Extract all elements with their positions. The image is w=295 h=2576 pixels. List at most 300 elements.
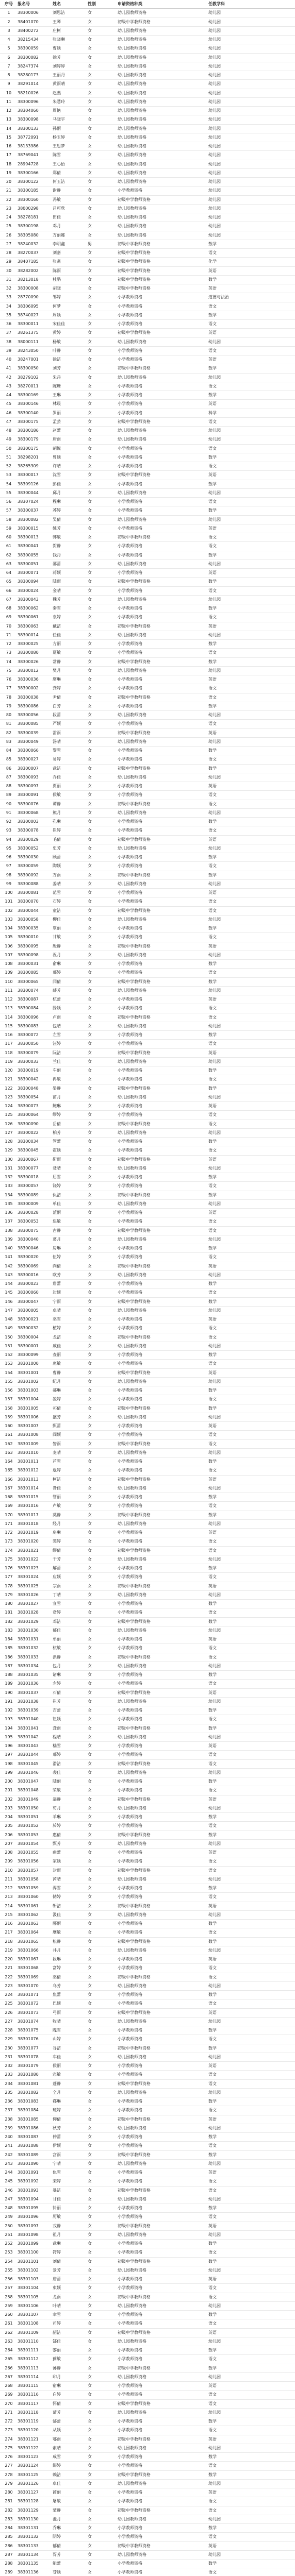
cell-id: 38301030 (18, 1626, 53, 1635)
cell-subject: 英语 (208, 1902, 295, 1910)
cell-gender: 女 (88, 862, 118, 871)
cell-no: 26 (0, 231, 18, 240)
cell-subject: 语文 (208, 2186, 295, 2195)
cell-cert-type: 幼儿园教师资格 (118, 231, 208, 240)
cell-name: 尹倩 (53, 693, 88, 702)
table-row (0, 1866, 295, 1875)
cell-no: 167 (0, 1484, 18, 1493)
table-row (0, 115, 295, 124)
cell-gender: 女 (88, 631, 118, 639)
cell-subject: 幼儿园 (208, 1839, 295, 1848)
cell-id: 38301024 (18, 1573, 53, 1582)
cell-cert-type: 小学教师资格 (118, 302, 208, 311)
table-row (0, 97, 295, 106)
cell-no: 33 (0, 293, 18, 302)
cell-no: 275 (0, 2444, 18, 2452)
cell-subject: 语文 (208, 1253, 295, 1262)
cell-subject: 英语 (208, 1262, 295, 1270)
cell-name: 白芳 (53, 702, 88, 710)
cell-gender: 女 (88, 2346, 118, 2355)
cell-cert-type: 小学教师资格 (118, 1715, 208, 1724)
table-row (0, 1742, 295, 1751)
cell-id: 38300040 (18, 1235, 53, 1244)
cell-subject: 语文 (208, 382, 295, 391)
cell-gender: 女 (88, 1351, 118, 1360)
cell-no: 151 (0, 1342, 18, 1350)
cell-name: 蓝丽 (53, 1209, 88, 1217)
table-row (0, 755, 295, 764)
cell-id: 38300056 (18, 711, 53, 720)
cell-name: 籍婷 (53, 2462, 88, 2470)
cell-name: 家颖 (53, 1857, 88, 1866)
cell-name: 戴洁 (53, 622, 88, 631)
cell-no: 21 (0, 187, 18, 195)
table-row (0, 737, 295, 746)
cell-no: 256 (0, 2275, 18, 2284)
cell-subject: 幼儿园 (208, 515, 295, 524)
cell-subject: 数学 (208, 2311, 295, 2319)
cell-gender: 女 (88, 1199, 118, 1208)
cell-gender: 女 (88, 755, 118, 764)
cell-name: 杨敏 (53, 337, 88, 346)
cell-cert-type: 初级中学教师资格 (118, 533, 208, 542)
cell-name: 马晓宇 (53, 115, 88, 124)
cell-cert-type: 小学教师资格 (118, 1422, 208, 1431)
cell-id: 38247001 (18, 355, 53, 364)
cell-no: 205 (0, 1822, 18, 1831)
cell-cert-type: 初级中学教师资格 (118, 249, 208, 258)
cell-subject: 幼儿园 (208, 2479, 295, 2488)
cell-name: 韩敏 (53, 533, 88, 542)
table-row (0, 1786, 295, 1795)
cell-cert-type: 初级中学教师资格 (118, 835, 208, 844)
cell-no: 210 (0, 1866, 18, 1875)
cell-subject: 英语 (208, 2488, 295, 2497)
cell-subject: 语文 (208, 1324, 295, 1333)
table-row (0, 142, 295, 151)
table-row (0, 1946, 295, 1955)
cell-gender: 女 (88, 1040, 118, 1048)
cell-id: 38301083 (18, 2097, 53, 2106)
cell-gender: 女 (88, 977, 118, 986)
cell-name: 易婷 (53, 755, 88, 764)
cell-cert-type: 幼儿园教师资格 (118, 373, 208, 382)
cell-id: 38301094 (18, 2195, 53, 2204)
cell-name: 崔婷 (53, 826, 88, 835)
cell-name: 邴丽 (53, 1920, 88, 1928)
cell-id: 38301039 (18, 1706, 53, 1715)
cell-name: 盛芳 (53, 1413, 88, 1421)
cell-gender: 女 (88, 2284, 118, 2293)
cell-name: 秋芳 (53, 2124, 88, 2132)
cell-name: 韶洁 (53, 2328, 88, 2337)
cell-name: 柯洁 (53, 1475, 88, 1484)
table-row (0, 346, 295, 355)
cell-cert-type: 幼儿园教师资格 (118, 951, 208, 959)
cell-cert-type: 初级中学教师资格 (118, 693, 208, 702)
table-row (0, 462, 295, 471)
cell-cert-type: 小学教师资格 (118, 1537, 208, 1546)
cell-name: 姚芳 (53, 524, 88, 533)
cell-gender: 女 (88, 107, 118, 115)
cell-subject: 语文 (208, 1715, 295, 1724)
cell-cert-type: 小学教师资格 (118, 1111, 208, 1120)
cell-gender: 女 (88, 2319, 118, 2328)
table-row (0, 2328, 295, 2337)
table-row (0, 515, 295, 524)
cell-id: 38301113 (18, 2364, 53, 2372)
cell-gender: 女 (88, 2533, 118, 2541)
cell-gender: 女 (88, 675, 118, 684)
cell-id: 38300001 (18, 1342, 53, 1350)
cell-id: 38300003 (18, 818, 53, 826)
table-row (0, 586, 295, 595)
cell-cert-type: 小学教师资格 (118, 1893, 208, 1902)
cell-no: 270 (0, 2399, 18, 2408)
cell-subject: 英语 (208, 1048, 295, 1057)
cell-gender: 女 (88, 293, 118, 302)
cell-id: 38301106 (18, 2301, 53, 2310)
cell-subject: 化学 (208, 258, 295, 266)
cell-id: 38301033 (18, 1653, 53, 1662)
cell-no: 72 (0, 640, 18, 649)
cell-subject: 幼儿园 (208, 1626, 295, 1635)
cell-name: 刘思洁 (53, 9, 88, 18)
cell-gender: 女 (88, 800, 118, 808)
cell-no: 133 (0, 1182, 18, 1191)
cell-gender: 女 (88, 2399, 118, 2408)
cell-cert-type: 小学教师资格 (118, 1777, 208, 1786)
table-row (0, 107, 295, 115)
table-row (0, 2515, 295, 2523)
cell-gender: 女 (88, 586, 118, 595)
cell-name: 符婷 (53, 2248, 88, 2257)
cell-id: 38300062 (18, 604, 53, 613)
table-row (0, 1217, 295, 1226)
cell-subject: 数学 (208, 1244, 295, 1253)
cell-name: 管丽 (53, 1493, 88, 1502)
cell-name: 郗琳 (53, 2097, 88, 2106)
cell-gender: 女 (88, 657, 118, 666)
table-row (0, 258, 295, 266)
cell-no: 179 (0, 1590, 18, 1599)
cell-no: 185 (0, 1644, 18, 1653)
cell-cert-type: 幼儿园教师资格 (118, 80, 208, 89)
cell-gender: 女 (88, 1306, 118, 1315)
cell-name: 饶婷 (53, 1182, 88, 1191)
table-row (0, 1235, 295, 1244)
cell-cert-type: 小学教师资格 (118, 1004, 208, 1013)
table-row (0, 480, 295, 488)
cell-subject: 语文 (208, 1573, 295, 1582)
cell-subject: 语文 (208, 1395, 295, 1404)
cell-id: 38300012 (18, 666, 53, 675)
cell-subject: 数学 (208, 1280, 295, 1289)
cell-cert-type: 小学教师资格 (118, 1040, 208, 1048)
cell-no: 269 (0, 2391, 18, 2399)
table-row (0, 1688, 295, 1697)
cell-name: 宋佳佳 (53, 320, 88, 329)
cell-id: 38301016 (18, 1502, 53, 1511)
cell-name: 黎雪 (53, 747, 88, 755)
cell-id: 38300048 (18, 1084, 53, 1093)
cell-subject: 语文 (208, 1439, 295, 1448)
col-header-subject: 任教学科 (208, 0, 295, 9)
table-row (0, 1857, 295, 1866)
cell-subject: 数学 (208, 1191, 295, 1199)
cell-gender: 女 (88, 1386, 118, 1395)
cell-cert-type: 初级中学教师资格 (118, 2435, 208, 2444)
cell-subject: 数学 (208, 1937, 295, 1946)
cell-id: 38300089 (18, 1191, 53, 1199)
cell-id: 38300122 (18, 178, 53, 187)
cell-cert-type: 幼儿园教师资格 (118, 1910, 208, 1919)
table-row (0, 1777, 295, 1786)
cell-subject: 数学 (208, 2364, 295, 2372)
cell-id: 38300085 (18, 720, 53, 728)
table-row (0, 560, 295, 568)
cell-no: 213 (0, 1893, 18, 1902)
table-row (0, 2435, 295, 2444)
cell-id: 38300039 (18, 728, 53, 737)
cell-name: 左婷 (53, 1680, 88, 1688)
cell-gender: 女 (88, 1564, 118, 1573)
cell-id: 38301002 (18, 1377, 53, 1386)
cell-subject: 语文 (208, 2035, 295, 2044)
cell-gender: 女 (88, 1742, 118, 1751)
cell-id: 38301117 (18, 2399, 53, 2408)
cell-no: 58 (0, 515, 18, 524)
cell-gender: 女 (88, 844, 118, 853)
cell-cert-type: 小学教师资格 (118, 1502, 208, 1511)
cell-name: 邵蕾 (53, 560, 88, 568)
cell-id: 38301063 (18, 1920, 53, 1928)
cell-cert-type: 幼儿园教师资格 (118, 142, 208, 151)
cell-subject: 幼儿园 (208, 427, 295, 435)
cell-no: 287 (0, 2550, 18, 2559)
cell-cert-type: 幼儿园教师资格 (118, 1022, 208, 1030)
cell-name: 夏敏 (53, 649, 88, 657)
cell-no: 274 (0, 2435, 18, 2444)
table-row (0, 1377, 295, 1386)
table-row (0, 1048, 295, 1057)
cell-cert-type: 小学教师资格 (118, 355, 208, 364)
cell-no: 120 (0, 1066, 18, 1075)
cell-cert-type: 小学教师资格 (118, 1751, 208, 1759)
cell-id: 38301119 (18, 2417, 53, 2426)
table-row (0, 1431, 295, 1439)
cell-gender: 女 (88, 382, 118, 391)
cell-no: 77 (0, 684, 18, 693)
table-row (0, 427, 295, 435)
table-row (0, 551, 295, 560)
cell-id: 38301066 (18, 1946, 53, 1955)
cell-name: 晏静 (53, 1084, 88, 1093)
cell-gender: 女 (88, 2372, 118, 2381)
cell-gender: 女 (88, 2142, 118, 2150)
table-row (0, 302, 295, 311)
cell-subject: 语文 (208, 1751, 295, 1759)
cell-gender: 女 (88, 1075, 118, 1084)
table-row (0, 53, 295, 62)
table-row (0, 1573, 295, 1582)
cell-gender: 女 (88, 871, 118, 879)
cell-id: 38301067 (18, 1955, 53, 1964)
cell-name: 焦蕾 (53, 1991, 88, 1999)
cell-no: 236 (0, 2097, 18, 2106)
cell-name: 祁倩 (53, 1404, 88, 1413)
cell-cert-type: 初级中学教师资格 (118, 657, 208, 666)
cell-no: 106 (0, 942, 18, 951)
cell-gender: 女 (88, 2417, 118, 2426)
cell-name: 井月 (53, 1946, 88, 1955)
table-row (0, 311, 295, 319)
cell-subject: 语文 (208, 2293, 295, 2301)
cell-cert-type: 小学教师资格 (118, 1822, 208, 1831)
cell-cert-type: 小学教师资格 (118, 2142, 208, 2150)
cell-no: 23 (0, 204, 18, 213)
cell-gender: 女 (88, 542, 118, 551)
cell-name: 阎颖 (53, 1431, 88, 1439)
cell-no: 142 (0, 1262, 18, 1270)
cell-cert-type: 小学教师资格 (118, 1031, 208, 1040)
table-row (0, 2319, 295, 2328)
cell-gender: 女 (88, 2044, 118, 2053)
table-row (0, 2524, 295, 2533)
cell-no: 218 (0, 1937, 18, 1946)
table-row (0, 373, 295, 382)
cell-no: 193 (0, 1715, 18, 1724)
cell-id: 38301056 (18, 1857, 53, 1866)
cell-no: 187 (0, 1662, 18, 1670)
table-row (0, 1884, 295, 1893)
table-row (0, 435, 295, 444)
cell-cert-type: 小学教师资格 (118, 2240, 208, 2248)
cell-id: 38240032 (18, 240, 53, 248)
cell-gender: 女 (88, 711, 118, 720)
cell-name: 伊颖 (53, 2142, 88, 2150)
cell-id: 38300169 (18, 391, 53, 400)
cell-no: 189 (0, 1680, 18, 1688)
cell-gender: 女 (88, 889, 118, 897)
cell-id: 38300032 (18, 1324, 53, 1333)
table-row (0, 1795, 295, 1804)
cell-gender: 女 (88, 2088, 118, 2097)
cell-no: 233 (0, 2071, 18, 2079)
table-row (0, 1635, 295, 1644)
cell-id: 38300011 (18, 320, 53, 329)
cell-name: 冯敏 (53, 195, 88, 204)
cell-cert-type: 幼儿园教师资格 (118, 2124, 208, 2132)
cell-cert-type: 小学教师资格 (118, 1529, 208, 1537)
cell-gender: 女 (88, 826, 118, 835)
cell-cert-type: 小学教师资格 (118, 2204, 208, 2213)
cell-id: 38300091 (18, 791, 53, 800)
cell-id: 38300053 (18, 1217, 53, 1226)
cell-id: 38270037 (18, 249, 53, 258)
cell-no: 171 (0, 1519, 18, 1528)
cell-subject: 数学 (208, 2417, 295, 2426)
cell-gender: 女 (88, 311, 118, 319)
cell-cert-type: 幼儿园教师资格 (118, 1377, 208, 1386)
cell-no: 4 (0, 36, 18, 44)
cell-subject: 幼儿园 (208, 666, 295, 675)
cell-gender: 女 (88, 2133, 118, 2142)
cell-subject: 幼儿园 (208, 435, 295, 444)
cell-cert-type: 幼儿园教师资格 (118, 222, 208, 231)
cell-gender: 女 (88, 2550, 118, 2559)
cell-no: 214 (0, 1902, 18, 1910)
cell-cert-type: 幼儿园教师资格 (118, 89, 208, 97)
cell-subject: 数学 (208, 1458, 295, 1466)
table-row (0, 498, 295, 506)
cell-no: 170 (0, 1511, 18, 1519)
cell-subject: 英语 (208, 1102, 295, 1111)
table-row (0, 1751, 295, 1759)
cell-gender: 女 (88, 258, 118, 266)
cell-no: 247 (0, 2195, 18, 2204)
cell-subject: 幼儿园 (208, 1946, 295, 1955)
cell-cert-type: 小学教师资格 (118, 320, 208, 329)
cell-subject: 语文 (208, 649, 295, 657)
cell-id: 38300078 (18, 826, 53, 835)
cell-name: 彭佳 (53, 480, 88, 488)
cell-subject: 语文 (208, 1431, 295, 1439)
cell-id: 38301028 (18, 1608, 53, 1617)
cell-gender: 女 (88, 44, 118, 53)
cell-gender: 女 (88, 560, 118, 568)
table-row (0, 1306, 295, 1315)
cell-id: 38301025 (18, 1582, 53, 1590)
cell-id: 38300044 (18, 488, 53, 497)
cell-subject: 幼儿园 (208, 97, 295, 106)
cell-subject: 语文 (208, 1857, 295, 1866)
cell-name: 宿琳 (53, 2382, 88, 2391)
cell-cert-type: 幼儿园教师资格 (118, 1804, 208, 1812)
cell-id: 38301104 (18, 2284, 53, 2293)
cell-gender: 女 (88, 142, 118, 151)
table-row (0, 204, 295, 213)
cell-gender: 女 (88, 488, 118, 497)
cell-gender: 女 (88, 1759, 118, 1768)
cell-id: 38300014 (18, 631, 53, 639)
table-row (0, 1680, 295, 1688)
cell-id: 38301074 (18, 2017, 53, 2026)
cell-gender: 女 (88, 1680, 118, 1688)
table-row (0, 1138, 295, 1146)
cell-cert-type: 小学教师资格 (118, 818, 208, 826)
cell-subject: 语文 (208, 2079, 295, 2088)
cell-gender: 女 (88, 1626, 118, 1635)
cell-cert-type: 幼儿园教师资格 (118, 1590, 208, 1599)
cell-subject: 语文 (208, 1546, 295, 1555)
col-header-gender: 性别 (88, 0, 118, 9)
cell-gender: 女 (88, 835, 118, 844)
cell-cert-type: 幼儿园教师资格 (118, 26, 208, 35)
cell-subject: 幼儿园 (208, 2372, 295, 2381)
cell-id: 38301017 (18, 1511, 53, 1519)
cell-cert-type: 初级中学教师资格 (118, 1333, 208, 1342)
cell-name: 吉蕾 (53, 1706, 88, 1715)
cell-subject: 语文 (208, 1502, 295, 1511)
cell-subject: 语文 (208, 2071, 295, 2079)
table-row (0, 1040, 295, 1048)
cell-gender: 女 (88, 2488, 118, 2497)
cell-name: 刘芳 (53, 364, 88, 373)
cell-name: 侯敏 (53, 791, 88, 800)
cell-cert-type: 小学教师资格 (118, 702, 208, 710)
table-row (0, 1671, 295, 1680)
